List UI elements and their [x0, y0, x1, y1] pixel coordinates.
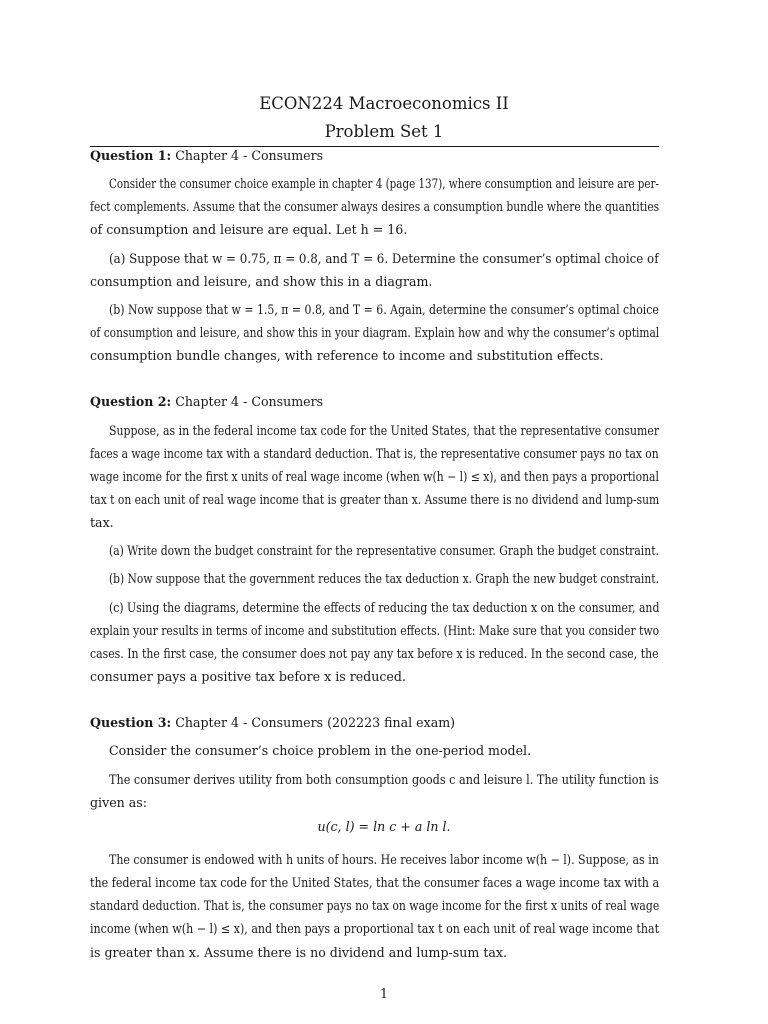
q1-line: (b) Now suppose that w = 1.5, π = 0.8, and T = 6. Again, determine the consumer’s optimal choice [109, 302, 659, 317]
problem-set-title: Problem Set 1 [324, 122, 444, 141]
q3-line: standard deduction. That is, the consumer pays no tax on wage income for the first x units of real wage [90, 898, 660, 913]
q1-line: consumption bundle changes, with reference to income and substitution effects. [90, 348, 604, 363]
q3-line: is greater than x. Assume there is no dividend and lump-sum tax. [90, 945, 507, 960]
q3-line: the federal income tax code for the United States, that the consumer faces a wage income tax with a [90, 875, 660, 890]
q1-topic: Chapter 4 - Consumers [175, 148, 324, 163]
header-rule [90, 146, 659, 147]
q2-heading [90, 396, 323, 409]
q2-line: cases. In the first case, the consumer does not pay any tax before x is reduced. In the second case, the [90, 646, 659, 661]
q2-line: wage income for the first x units of real wage income (when w(h − l) ≤ x), and then pays a proportional [90, 469, 659, 484]
q3-line: income (when w(h − l) ≤ x), and then pays a proportional tax t on each unit of real wage income that [90, 921, 660, 936]
q3-topic: Chapter 4 - Consumers (202223 final exam) [175, 715, 456, 730]
q2-line: tax. [90, 515, 114, 530]
q2-line: consumer pays a positive tax before x is reduced. [90, 669, 406, 684]
q2-line: (a) Write down the budget constraint for the representative consumer. Graph the budget constraint. [109, 543, 659, 558]
utility-function-equation: u(c, l) = ln c + a ln l. [317, 819, 451, 834]
q1-line: fect complements. Assume that the consumer always desires a consumption bundle where the quantities [90, 199, 660, 214]
q2-line: tax t on each unit of real wage income that is greater than x. Assume there is no dividend and lump-sum [90, 492, 660, 507]
q2-topic: Chapter 4 - Consumers [175, 394, 324, 409]
q2-line: faces a wage income tax with a standard deduction. That is, the representative consumer pays no tax on [90, 446, 659, 461]
page-number: 1 [379, 986, 388, 1001]
q3-line: The consumer is endowed with h units of hours. He receives labor income w(h − l). Suppose, as in [109, 852, 659, 867]
q2-line: explain your results in terms of income and substitution effects. (Hint: Make sure that you consider two [90, 623, 660, 638]
q1-label: Question 1: [90, 148, 172, 163]
q1-line: Consider the consumer choice example in chapter 4 (page 137), where consumption and leisure are per- [109, 176, 659, 191]
q2-line: (c) Using the diagrams, determine the effects of reducing the tax deduction x on the consumer, and [109, 600, 660, 615]
q1-line: consumption and leisure, and show this in a diagram. [90, 274, 433, 289]
q2-line: Suppose, as in the federal income tax code for the United States, that the representative consumer [109, 423, 660, 438]
q3-line: Consider the consumer’s choice problem in the one-period model. [109, 743, 532, 758]
q1-line: of consumption and leisure, and show this in your diagram. Explain how and why the consumer’s optimal [90, 325, 660, 340]
course-title: ECON224 Macroeconomics II [259, 94, 509, 113]
q3-label: Question 3: [90, 715, 172, 730]
q3-heading [90, 717, 455, 730]
q3-line: The consumer derives utility from both consumption goods c and leisure l. The utility function is [109, 772, 659, 787]
q2-label: Question 2: [90, 394, 172, 409]
q3-line: given as: [90, 795, 147, 810]
q1-line: of consumption and leisure are equal. Let h = 16. [90, 222, 408, 237]
q1-heading [90, 150, 323, 163]
q1-line: (a) Suppose that w = 0.75, π = 0.8, and T = 6. Determine the consumer’s optimal choice of [109, 251, 659, 266]
q2-line: (b) Now suppose that the government reduces the tax deduction x. Graph the new budget constraint. [109, 571, 659, 586]
